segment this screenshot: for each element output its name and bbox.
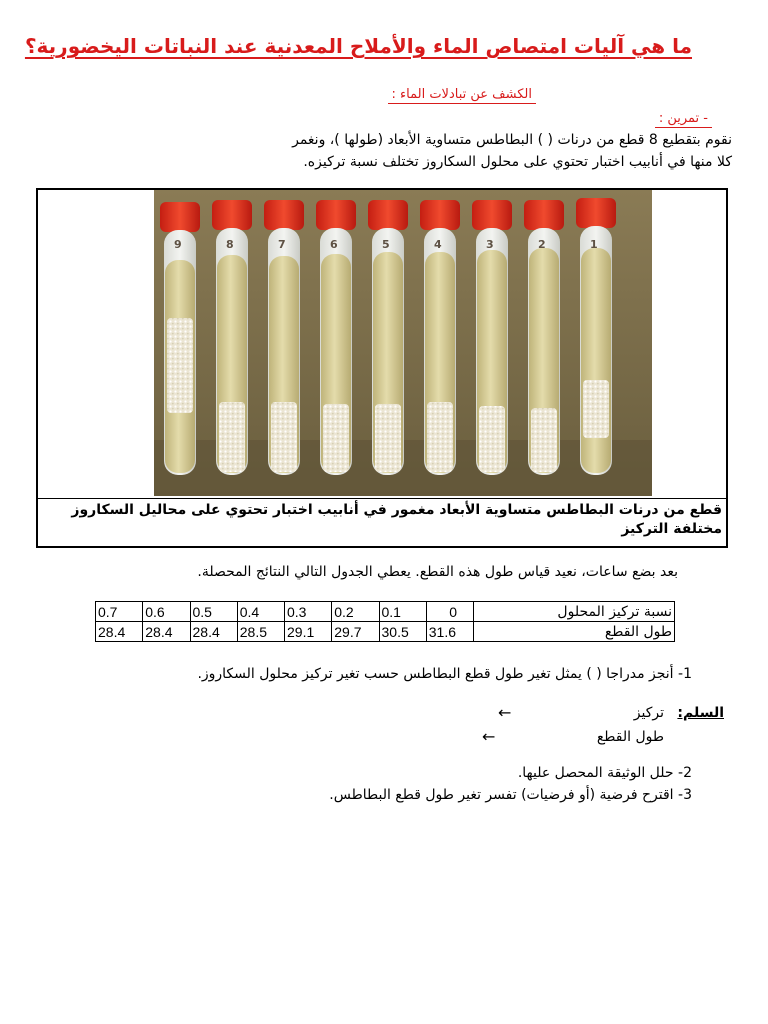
table-cell: 0.3 (285, 602, 332, 622)
exercise-label (655, 111, 712, 126)
tube-number-8: 8 (226, 238, 234, 251)
exercise-label-text: - تمرين : (655, 111, 712, 128)
table-cell: 0.1 (379, 602, 426, 622)
scale-concentration: تركيز (633, 705, 664, 721)
tube-number-3: 3 (486, 238, 494, 251)
intro-line-1: نقوم بتقطيع 8 قطع من درنات ( ) البطاطس متساوية الأبعاد (طولها )، ونغمر (292, 132, 732, 148)
table-cell: 0.7 (96, 602, 143, 622)
results-intro-text: بعد بضع ساعات، نعيد قياس طول هذه القطع. يعطي الجدول التالي النتائج المحصلة. (197, 564, 678, 580)
results-table (95, 601, 675, 642)
table-cell: 28.4 (190, 622, 237, 642)
section-heading (388, 87, 536, 102)
page-title: ما هي آليات امتصاص الماء والأملاح المعدنية عند النباتات اليخضورية؟ (24, 34, 692, 58)
left-arrow-icon: ← (498, 703, 512, 722)
section-heading-text: الكشف عن تبادلات الماء : (388, 87, 536, 104)
caption-separator (38, 498, 726, 499)
scale-length: طول القطع (596, 729, 664, 745)
table-cell: 30.5 (379, 622, 426, 642)
table-cell: 0.4 (237, 602, 284, 622)
table-cell: 28.4 (96, 622, 143, 642)
intro-line-2: كلا منها في أنابيب اختبار تحتوي على محلول السكاروز تختلف نسبة تركيزه. (303, 154, 732, 170)
table-cell: 0.5 (190, 602, 237, 622)
table-cell: 0.2 (332, 602, 379, 622)
table-row-label-concentration: نسبة تركيز المحلول (474, 602, 675, 622)
tube-number-1: 1 (590, 238, 598, 251)
question-2: 2- حلل الوثيقة المحصل عليها. (517, 765, 692, 781)
left-arrow-icon: ← (482, 727, 496, 746)
tube-number-2: 2 (538, 238, 546, 251)
test-tubes-photo (154, 190, 652, 496)
table-row-label-length: طول القطع (474, 622, 675, 642)
tube-number-6: 6 (330, 238, 338, 251)
table-cell: 0.6 (143, 602, 190, 622)
table-cell: 0 (426, 602, 473, 622)
test-tubes-illustration (154, 190, 652, 496)
question-1: 1- أنجز مدراجا ( ) يمثل تغير طول قطع البطاطس حسب تغير تركيز محلول السكاروز. (197, 666, 692, 682)
tube-number-4: 4 (434, 238, 442, 251)
table-row-concentration (96, 602, 675, 622)
scale-label: السلم: (677, 705, 724, 721)
table-row-length (96, 622, 675, 642)
table-cell: 31.6 (426, 622, 473, 642)
table-cell: 28.5 (237, 622, 284, 642)
question-3: 3- اقترح فرضية (أو فرضيات) تفسر تغير طول قطع البطاطس. (329, 787, 692, 803)
figure-box (36, 188, 728, 548)
figure-caption: قطع من درنات البطاطس متساوية الأبعاد مغمور في أنابيب اختبار تحتوي على محاليل السكاروز مختلفة التركيز (71, 502, 722, 537)
table-cell: 28.4 (143, 622, 190, 642)
tube-number-5: 5 (382, 238, 390, 251)
tube-number-9: 9 (174, 238, 182, 251)
table-cell: 29.1 (285, 622, 332, 642)
table-cell: 29.7 (332, 622, 379, 642)
tube-number-7: 7 (278, 238, 286, 251)
